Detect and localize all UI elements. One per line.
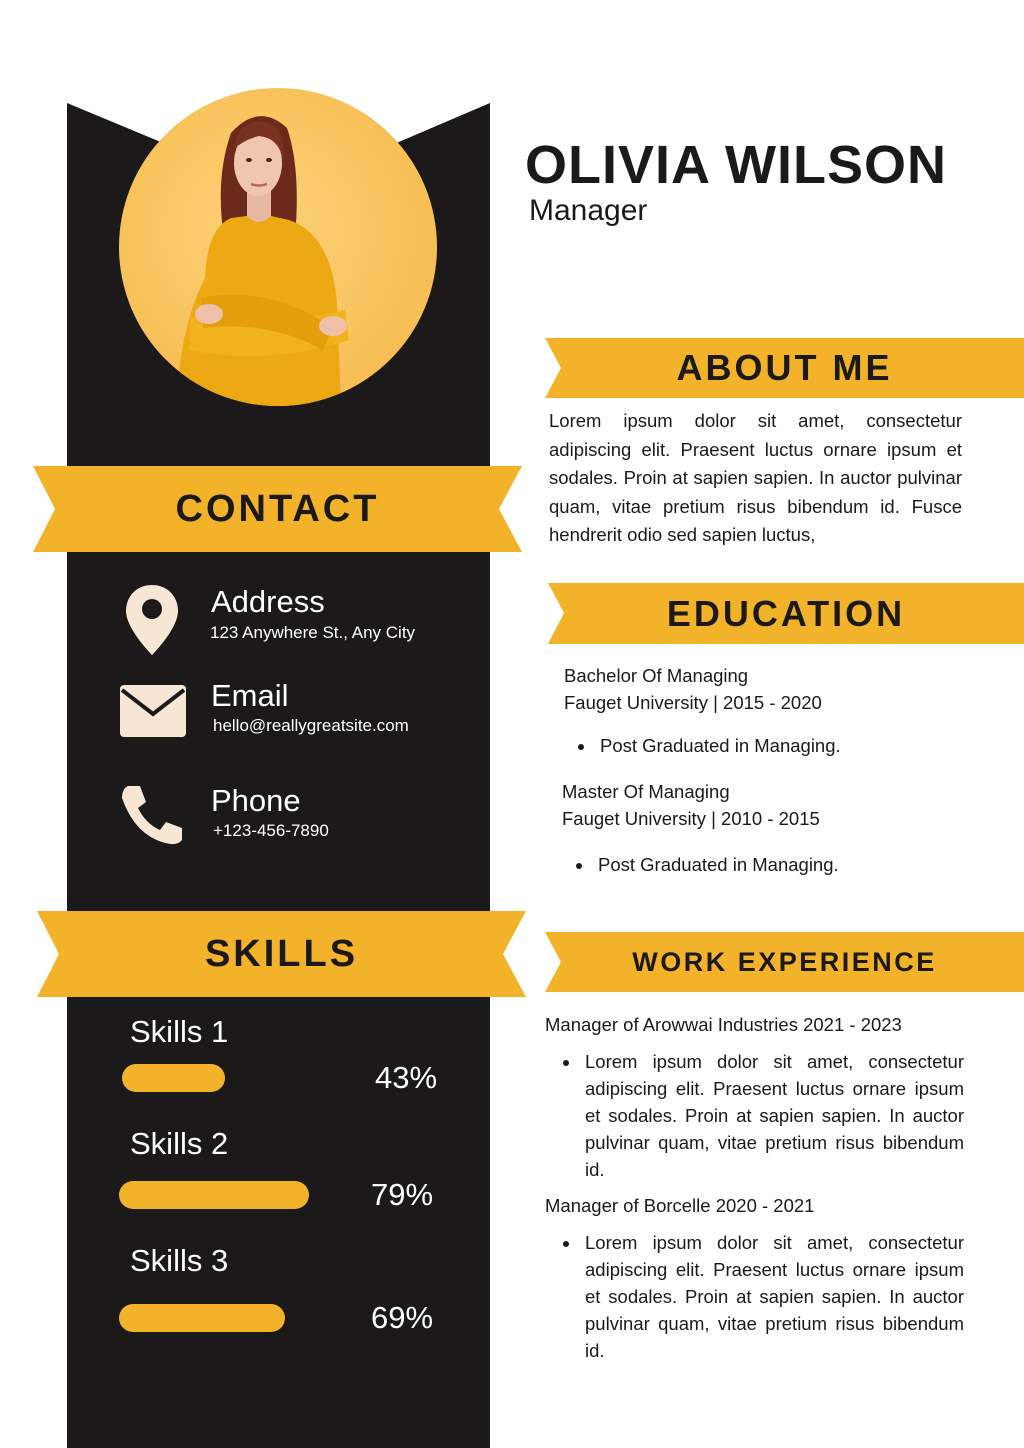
contact-banner	[33, 466, 522, 552]
contact-label-phone: Phone	[211, 783, 301, 818]
contact-label-email: Email	[211, 678, 289, 713]
skill-bar-2	[119, 1181, 359, 1209]
skill-bar-1	[122, 1064, 362, 1092]
education-entry-2	[562, 778, 962, 878]
work-title: Manager of Arowwai Industries 2021 - 2023	[545, 1014, 902, 1035]
skill-fill-1	[122, 1064, 225, 1092]
work-heading: WORK EXPERIENCE	[632, 946, 937, 977]
contact-value-phone: +123-456-7890	[213, 821, 329, 840]
skill-name-1: Skills 1	[130, 1014, 229, 1049]
contact-label-address: Address	[211, 584, 325, 619]
work-entry-1	[545, 1011, 964, 1183]
contact-value-email: hello@reallygreatsite.com	[213, 716, 409, 735]
work-bullet: • Lorem ipsum dolor sit amet, consectetur adipiscing elit. Praesent luctus ornare ipsum et sodales. Proin at sapien sapien. In auctor pulvinar quam, vitae pretium risus bibendum id.	[581, 1229, 964, 1364]
skill-percent-1: 43%	[375, 1060, 438, 1095]
education-school: Fauget University | 2015 - 2020	[564, 692, 822, 713]
person-illustration	[119, 88, 437, 406]
skill-fill-3	[119, 1304, 285, 1332]
education-bullet: • Post Graduated in Managing.	[594, 851, 962, 878]
skill-name-3: Skills 3	[130, 1243, 229, 1278]
skills-heading: SKILLS	[204, 932, 359, 975]
skill-name-2: Skills 2	[130, 1126, 229, 1161]
education-entry-1	[564, 662, 964, 759]
skill-fill-2	[119, 1181, 309, 1209]
skill-bar-3	[119, 1304, 359, 1332]
work-bullet: • Lorem ipsum dolor sit amet, consectetur adipiscing elit. Praesent luctus ornare ipsum et sodales. Proin at sapien sapien. In auctor pulvinar quam, vitae pretium risus bibendum id.	[581, 1048, 964, 1183]
skill-percent-2: 79%	[371, 1177, 434, 1212]
about-paragraph: Lorem ipsum dolor sit amet, consectetur adipiscing elit. Praesent luctus ornare ipsum et sodales. Proin at sapien sapien. In auctor pulvinar quam, vitae pretium risus bibendum id. Fusce hendrerit odio sed sapien luctus,	[549, 410, 962, 545]
education-bullet: • Post Graduated in Managing.	[596, 732, 964, 759]
location-pin-icon	[124, 583, 180, 662]
education-school: Fauget University | 2010 - 2015	[562, 808, 820, 829]
skill-percent-3: 69%	[371, 1300, 434, 1335]
education-degree: Bachelor Of Managing	[564, 665, 749, 686]
profile-photo	[119, 88, 437, 406]
about-heading: ABOUT ME	[676, 347, 893, 388]
envelope-icon	[119, 684, 187, 743]
candidate-name: OLIVIA WILSON	[525, 135, 947, 195]
skills-banner	[37, 911, 526, 997]
education-degree: Master Of Managing	[562, 781, 730, 802]
contact-heading: CONTACT	[175, 487, 380, 530]
education-banner	[548, 583, 1024, 644]
work-entry-2	[545, 1192, 964, 1364]
contact-value-address: 123 Anywhere St., Any City	[210, 623, 416, 642]
work-title: Manager of Borcelle 2020 - 2021	[545, 1195, 815, 1216]
phone-icon	[120, 784, 184, 851]
about-banner	[545, 338, 1024, 398]
candidate-role: Manager	[529, 194, 648, 227]
education-heading: EDUCATION	[666, 592, 906, 634]
work-banner	[545, 932, 1024, 992]
